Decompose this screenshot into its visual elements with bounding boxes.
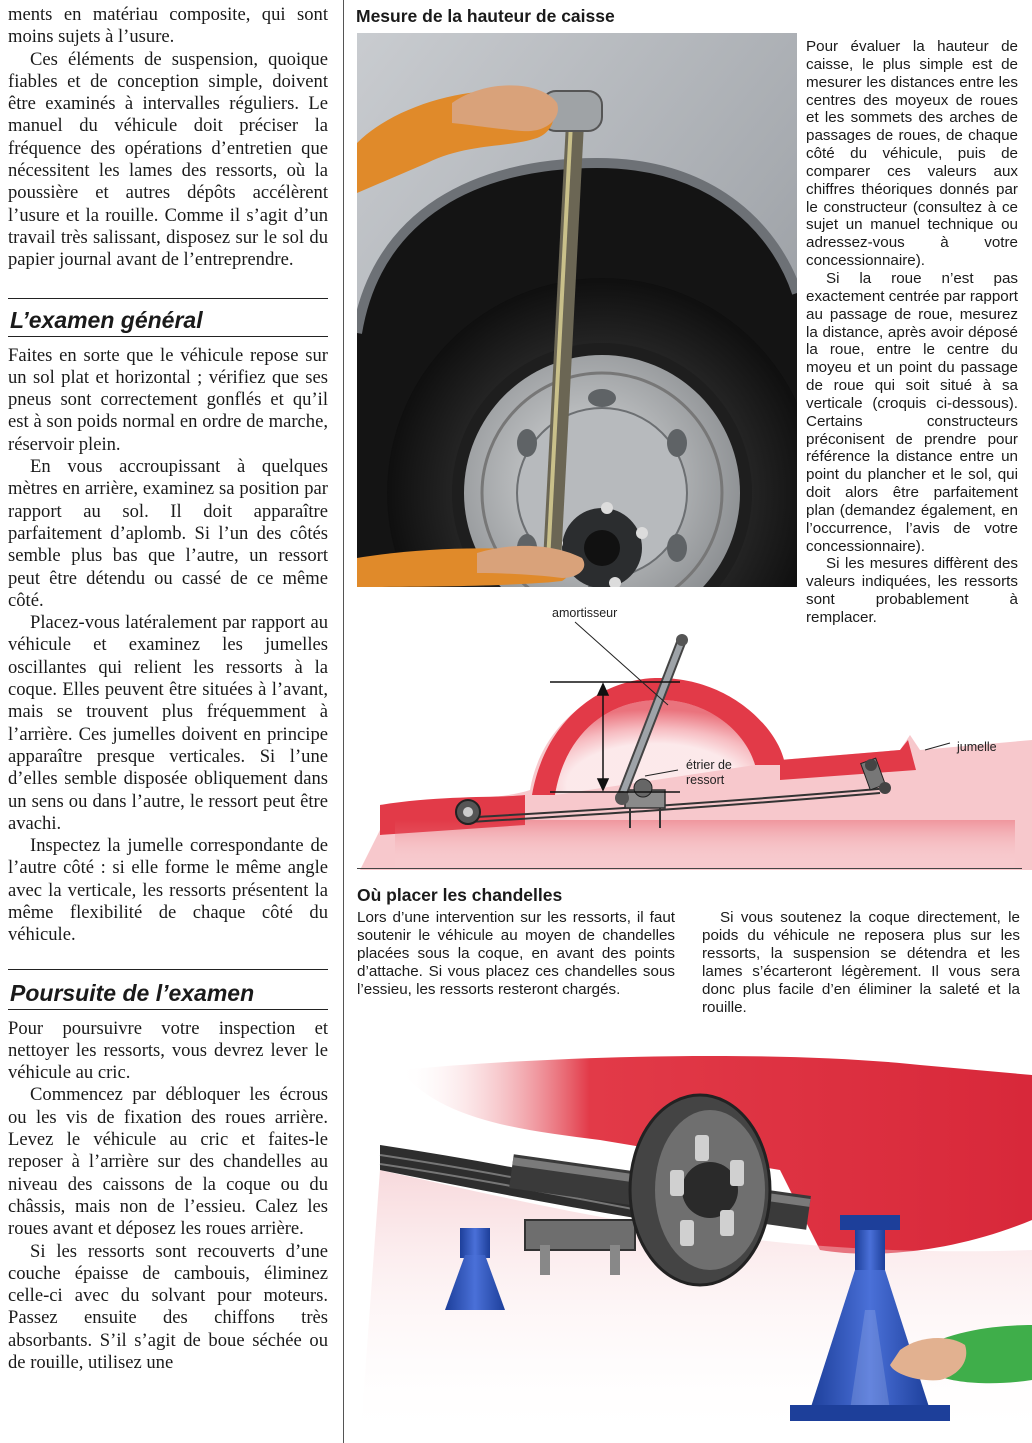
intro-paragraph-1: ments en matériau composite, qui sont moins sujets à l’usure.	[8, 4, 328, 48]
section-divider	[8, 969, 328, 970]
column-divider	[343, 0, 344, 1443]
section1-paragraph-2: En vous accroupissant à quelques mètres en arrière, examinez sa position par rapport au sol. Il doit apparaître parfaitement d’aplomb. Si l’un des côtés semble plus bas que l’autre, un ressort peut être détendu ou cassé de ce même côté.	[8, 456, 328, 611]
mesure-paragraph-2: Si la roue n’est pas exactement centrée par rapport au passage de roue, mesurez la distance, après avoir déposé la roue, entre le centre du moyeu et un point du passage de roue qui soit situé à sa verticale (croquis ci-dessous). Certains constructeurs préconisent de prendre pour référence la distance entre un point du plancher et le sol, qui doit alors être parfaitement plan (demandez également, en l’occurrence, l’avis de votre concessionnaire).	[806, 269, 1018, 555]
label-amortisseur: amortisseur	[552, 606, 618, 620]
intro-paragraph-2: Ces éléments de suspension, quoique fiables et de conception simple, doivent être examinés à intervalles réguliers. Le manuel du véhicule doit préciser la fréquence des opérations d’entretien que nécessitent les lames des ressorts, où la poussière et autres dépôts accélèrent l’usure et la rouille. Comme il s’agit d’un travail très salissant, disposez sur le sol du papier journal avant de l’entreprendre.	[8, 48, 328, 271]
section1-paragraph-1: Faites en sorte que le véhicule repose sur un sol plat et horizontal ; vérifiez que ses pneus sont correctement gonflés et qu’il est à son poids normal en ordre de marche, réservoir plein.	[8, 344, 328, 455]
mesure-paragraph-3: Si les mesures diffèrent des valeurs indiquées, les ressorts sont probablement à remplacer.	[806, 555, 1018, 626]
label-jumelle: jumelle	[957, 740, 997, 754]
section2-paragraph-1: Pour poursuivre votre inspection et nettoyer les ressorts, vous devrez lever le véhicule au cric.	[8, 1017, 328, 1084]
chandelles-title: Où placer les chandelles	[357, 885, 563, 905]
left-column	[8, 4, 328, 1374]
mesure-title: Mesure de la hauteur de caisse	[356, 6, 615, 26]
wheel-measure-photo	[357, 33, 797, 587]
axle-stand-illustration	[360, 1050, 1032, 1443]
front-hanger	[456, 800, 480, 824]
section-title-poursuite: Poursuite de l’examen	[8, 980, 328, 1010]
section1-paragraph-3: Placez-vous latéralement par rapport au véhicule et examinez les jumelles oscillantes qui relient les ressorts à la coque. Elles peuvent être situées à l’avant, mais se trouvent plus fréquemment à l’arrière. Ces jumelles doivent en principe apparaître presque verticales. Si l’une d’elles semble disposée obliquement dans un sens ou dans l’autre, le ressort peut être avachi.	[8, 612, 328, 834]
label-etrier: étrier de ressort	[686, 758, 732, 787]
section2-paragraph-3: Si les ressorts sont recouverts d’une couche épaisse de cambouis, éliminez celle-ci avec du solvant pour moteurs. Passez ensuite des chiffons très absorbants. S’il s’agit de boue séchée ou de rouille, utilisez une	[8, 1240, 328, 1374]
section-title-examen-general: L’examen général	[8, 307, 328, 337]
chandelles-column-1	[357, 909, 675, 999]
suspension-diagram	[360, 600, 1032, 870]
mesure-text	[806, 38, 1018, 627]
section-divider	[8, 298, 328, 299]
section-divider	[357, 868, 1022, 869]
chandelles-paragraph-1: Lors d’une intervention sur les ressorts, il faut soutenir le véhicule au moyen de chandelles placées sous la coque, en avant des points d’attache. Si vous placez ces chandelles sous l’essieu, les ressorts resteront chargés.	[357, 909, 675, 998]
chandelles-paragraph-2: Si vous soutenez la coque directement, le poids du véhicule ne reposera plus sur les ressorts, la suspension se détendra et les lames s’écarteront légèrement. Il vous sera donc plus facile d’en éliminer la saleté et la rouille.	[702, 909, 1020, 1016]
section2-paragraph-2: Commencez par débloquer les écrous ou les vis de fixation des roues arrière. Levez le véhicule au cric et faites-le reposer à l’arrière sur des chandelles au niveau des caissons de la coque ou du châssis, mais non de l’essieu. Calez les roues avant et déposez les roues arrière.	[8, 1084, 328, 1240]
brake-drum	[630, 1095, 770, 1285]
chandelles-column-2	[702, 909, 1020, 1016]
section1-paragraph-4: Inspectez la jumelle correspondante de l’autre côté : si elle forme le même angle avec la verticale, les ressorts présentent la même flexibilité de chaque côté du véhicule.	[8, 835, 328, 946]
mesure-paragraph-1: Pour évaluer la hauteur de caisse, le plus simple est de mesurer les distances entre les centres des moyeux de roues et les sommets des arches de passages de roues, de chaque côté du véhicule, puis de comparer ces valeurs aux chiffres théoriques donnés par le constructeur (consultez à ce sujet un manuel technique ou adressez-vous à votre concessionnaire).	[806, 38, 1018, 270]
